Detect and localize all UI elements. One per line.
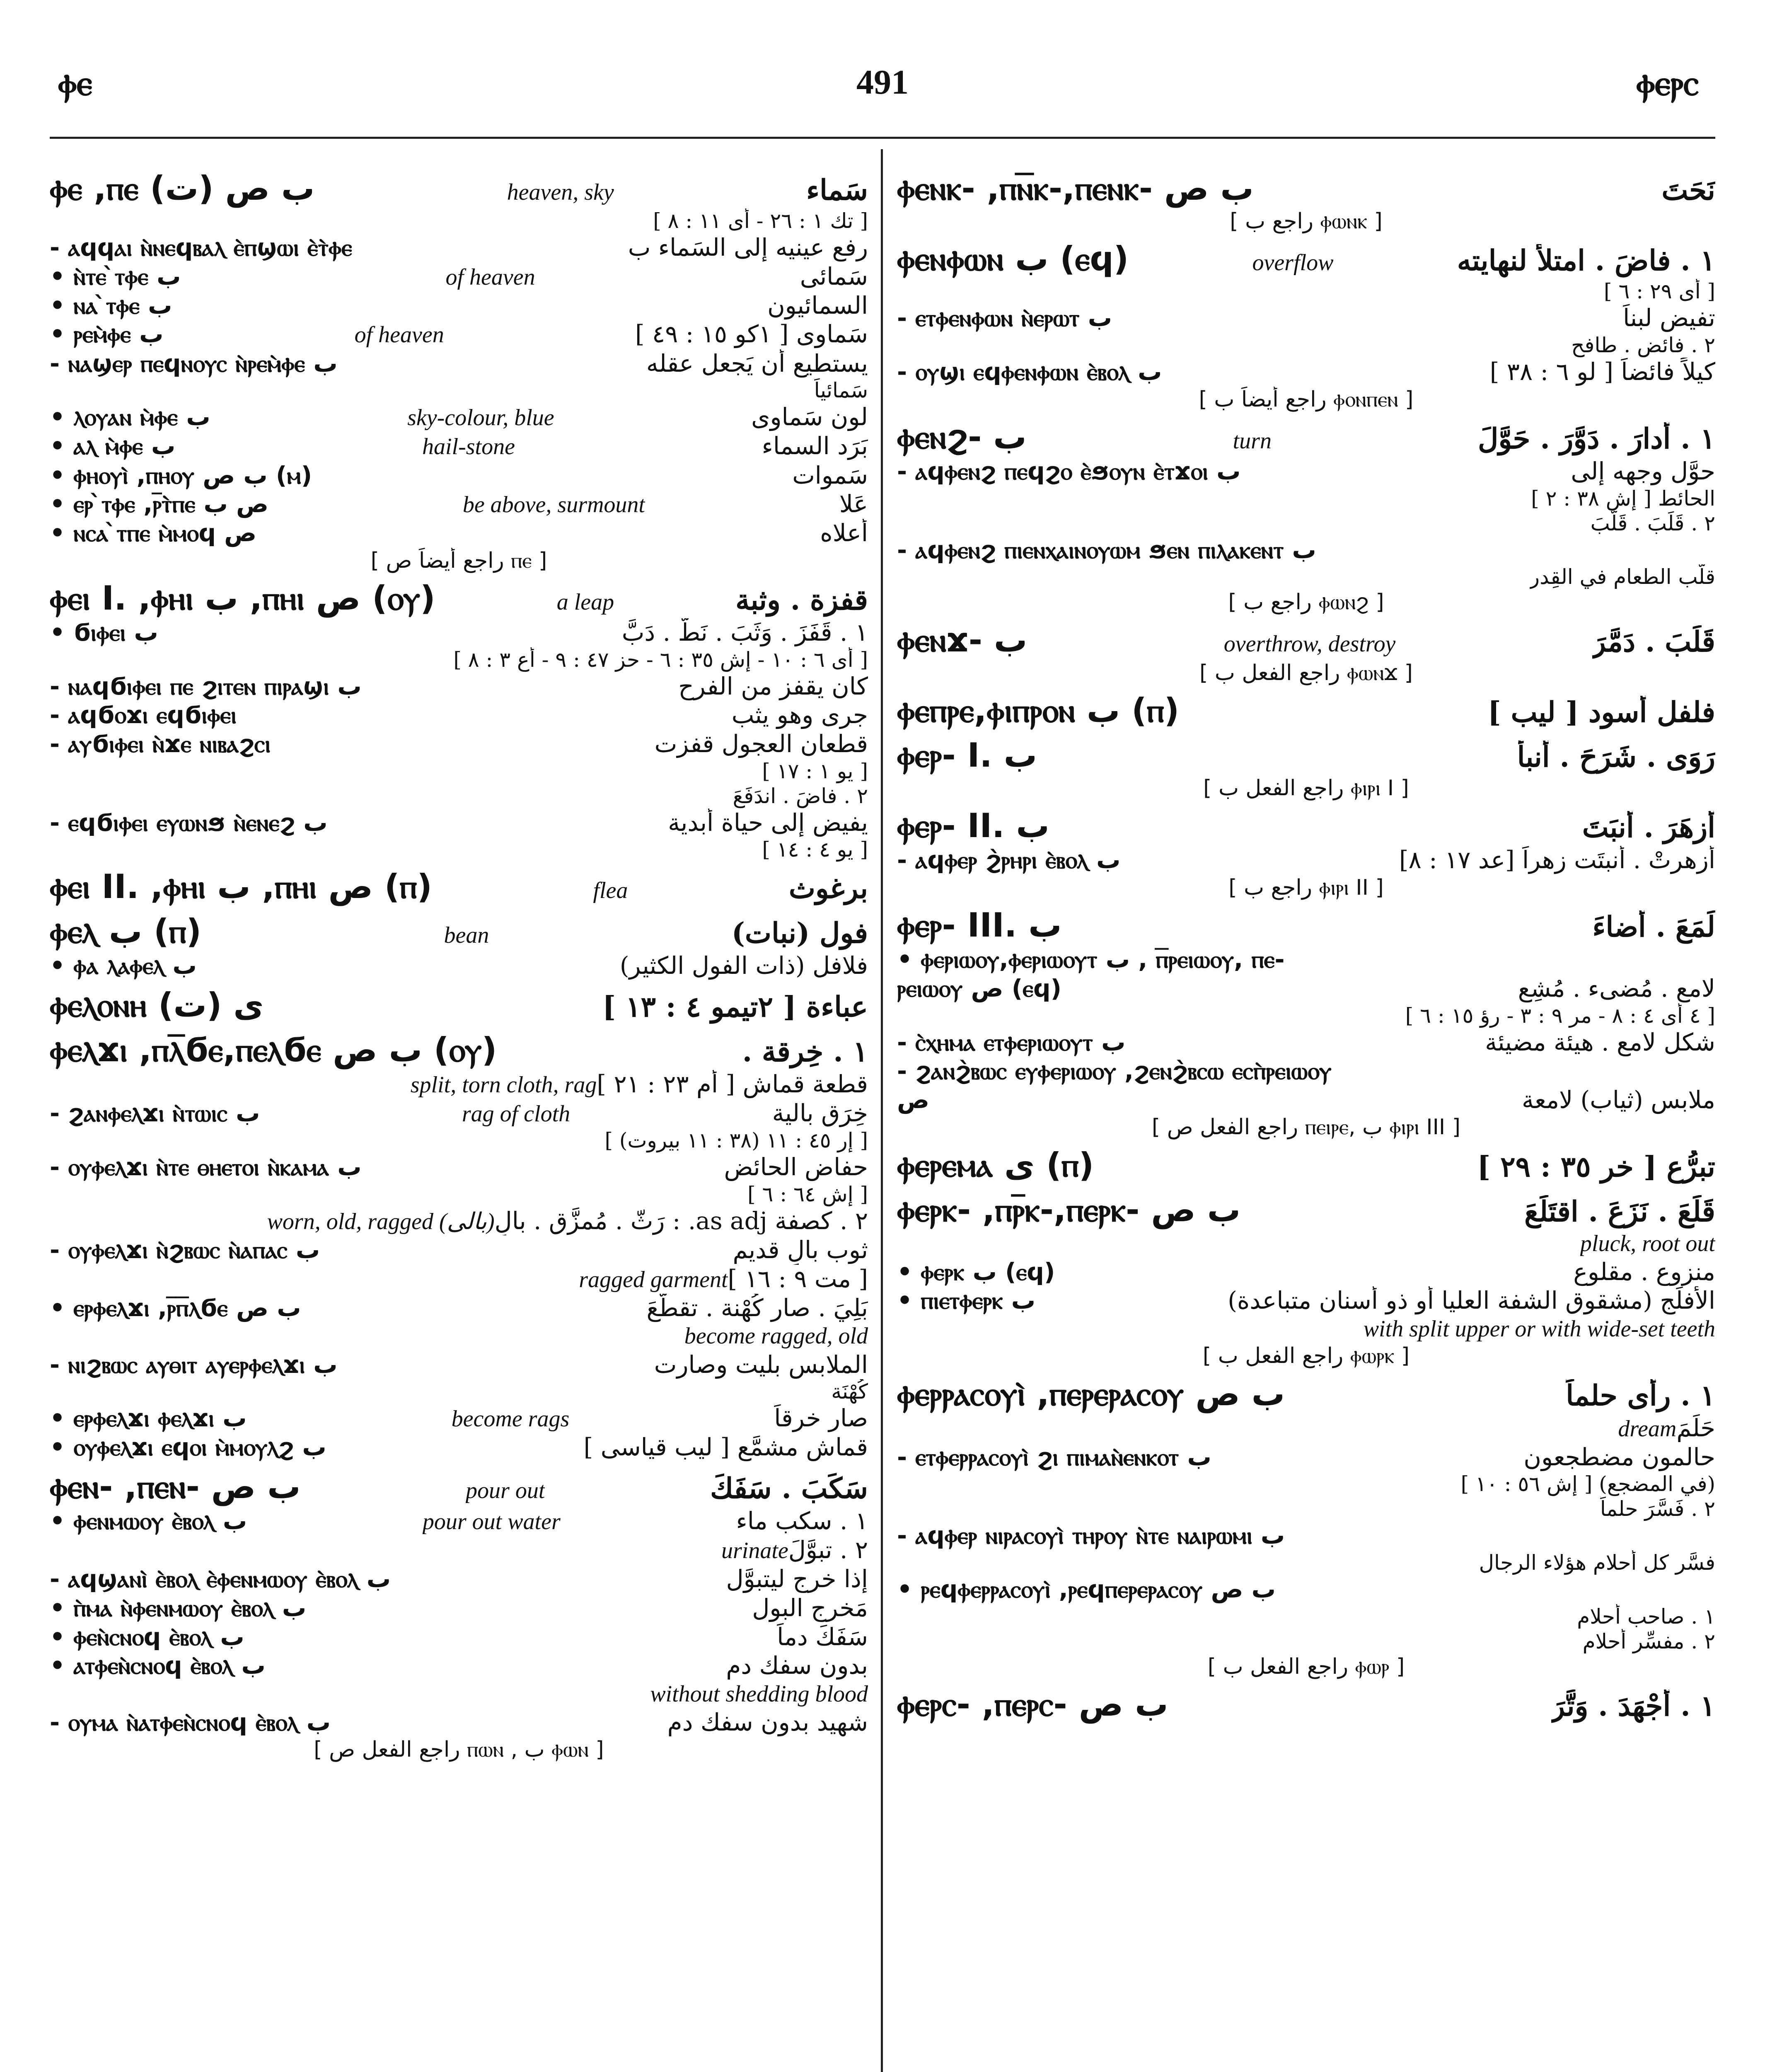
- entry-headword: [50, 169, 868, 208]
- arabic-gloss: سَماوى [ ١كو ١٥ : ٤٩ ]: [635, 320, 868, 349]
- arabic-gloss: [ أى ٢٩ : ٦ ]: [1604, 279, 1715, 304]
- entry-sub: [50, 1294, 868, 1323]
- arabic-gloss: قماش مشمَّع [ ليب قياسى ]: [583, 1433, 868, 1462]
- arabic-gloss: حوَّل وجهه إلى: [1571, 457, 1715, 485]
- coptic-text: • ⲟⲩⲫⲉⲗϫⲓ ⲉϥⲟⲓ ⲙ̀ⲙⲟⲩⲗϩ ب: [50, 1433, 326, 1462]
- coptic-text: - ϩⲁⲛϩ̀ⲃⲱⲥ ⲉⲩⲫⲉⲣⲓⲱⲟⲩ ,ϩⲉⲛϩ̀ⲃⲥⲱ ⲉⲥⲡ̀ⲣⲉⲓⲱⲟⲩ: [897, 1057, 1332, 1085]
- entry-headword: [897, 620, 1715, 660]
- entry-xref: [897, 1654, 1715, 1680]
- coptic-text: • ⲫⲏⲟⲩⲓ̀ ,ⲡⲏⲟⲩ ب ص (ⲙ): [50, 461, 312, 489]
- coptic-text: - ⲛⲁϣⲉⲣ ⲡⲉϥⲛⲟⲩⲥ ⲛ̀ⲣⲉⲙ̀ⲫⲉ ب: [50, 349, 338, 378]
- entry-sub: [50, 519, 868, 548]
- entry-sub: [897, 945, 1715, 974]
- entry-note: [897, 333, 1715, 358]
- english-gloss: rag of cloth: [462, 1101, 571, 1127]
- entry-gloss: [897, 1230, 1715, 1258]
- coptic-text: - ⲉⲧⲫⲉⲣⲣⲁⲥⲟⲩⲓ̀ ϩⲓ ⲡⲓⲙⲁⲛ̀ⲉⲛⲕⲟⲧ ب: [897, 1443, 1211, 1471]
- arabic-gloss: [ تك ١ : ٢٦ - أى ١١ : ٨ ]: [653, 209, 868, 233]
- coptic-text: • ϭⲓⲫⲉⲓ ب: [50, 618, 158, 647]
- arabic-gloss: أعلاه: [820, 519, 868, 547]
- coptic-text: ⲫⲉⲣⲕ- ,ⲡⲣ̅ⲕ-,ⲡⲉⲣⲕ- ب ص: [897, 1190, 1241, 1229]
- entry-sub: [50, 461, 868, 490]
- coptic-text: - ⲁϥⲫⲉⲣ ⲛⲓⲣⲁⲥⲟⲩⲓ̀ ⲧⲏⲣⲟⲩ ⲛ̀ⲧⲉ ⲛⲁⲓⲣⲱⲙⲓ ب: [897, 1521, 1285, 1550]
- english-gloss: heaven, sky: [507, 179, 614, 205]
- coptic-text: • ⲫⲉⲣⲕ ب (ⲉϥ): [897, 1257, 1055, 1286]
- entry-sub: [50, 618, 868, 647]
- entry-ref: [897, 486, 1715, 511]
- coptic-text: ⲫⲉⲣⲣⲁⲥⲟⲩⲓ̀ ,ⲡⲉⲣⲉⲣⲁⲥⲟⲩ ب ص: [897, 1374, 1285, 1413]
- entry-note: [897, 1496, 1715, 1521]
- arabic-gloss: [ يو ١ : ١٧ ]: [762, 759, 868, 783]
- arabic-gloss: شكل لامع . هيئة مضيئة: [1485, 1028, 1715, 1056]
- arabic-gloss: أزهرتْ . أنبتَت زهراً [عد ١٧ : ٨]: [1399, 846, 1715, 874]
- entry-sub: [897, 846, 1715, 875]
- arabic-gloss: قطعان العجول قفزت: [654, 730, 868, 758]
- coptic-text: ⲫⲉⲗⲟⲛⲏ ى (ت): [50, 985, 264, 1024]
- coptic-text: ⲫⲉⲛ- ,ⲡⲉⲛ- ب ص: [50, 1467, 301, 1506]
- coptic-text: ⲫⲉⲗ ب (ⲡ): [50, 912, 202, 951]
- coptic-text: - ⲥ̀ⲭⲏⲙⲁ ⲉⲧⲫⲉⲣⲓⲱⲟⲩⲧ ب: [897, 1028, 1126, 1056]
- arabic-gloss: برغوث: [788, 872, 868, 905]
- entry-sub: [50, 672, 868, 701]
- arabic-gloss: ٢ . كصفة as adj. : رَثّ . مُمزَّق . بالٍ: [494, 1206, 868, 1235]
- english-gloss: flea: [593, 878, 628, 904]
- arabic-gloss: ٢ . فَسَّرَ حلماً: [1600, 1497, 1715, 1521]
- arabic-gloss: عباءة [ ٢تيمو ٤ : ١٣ ]: [602, 990, 868, 1024]
- english-gloss: bean: [444, 922, 489, 949]
- entry-ref: [50, 1182, 868, 1207]
- arabic-gloss: فلفل أسود [ ليب ]: [1487, 695, 1715, 729]
- entry-ref: [50, 759, 868, 784]
- page-number: 491: [856, 63, 909, 102]
- coptic-text: ⲫⲉⲛϩ- ب: [897, 417, 1027, 456]
- coptic-text: ⲫⲉⲣⲥ- ,ⲡⲉⲣⲥ- ب ص: [897, 1685, 1168, 1723]
- arabic-gloss: ١ . رأى حلماً: [1566, 1379, 1715, 1412]
- english-gloss: pluck, root out: [1580, 1230, 1715, 1256]
- coptic-text: • ⲣⲉⲙ̀ⲫⲉ ب: [50, 320, 164, 349]
- entry-sub: [50, 1351, 868, 1380]
- entry-sub: [50, 1099, 868, 1128]
- entry-ref: [50, 208, 868, 233]
- coptic-text: ⲫⲉⲣ- III. ب: [897, 906, 1062, 945]
- coptic-text: • ⲛ̀ⲧⲉ ̀ⲧⲫⲉ ب: [50, 262, 181, 290]
- entry-gloss: [897, 1414, 1715, 1443]
- entry-sub: [50, 1153, 868, 1182]
- entry-headword: [897, 691, 1715, 731]
- entry-sub: [897, 457, 1715, 486]
- arabic-gloss: سَموات: [792, 461, 868, 489]
- arabic-gloss: حفاض الحائض: [724, 1153, 868, 1181]
- arabic-gloss: يستطيع أن يَجعل عقله: [646, 349, 868, 378]
- arabic-gloss: [ ٤ أى ٤ : ٨ - مر ٩ : ٣ - رؤ ١٥ : ٦ ]: [1405, 1003, 1715, 1028]
- coptic-text: [ راجع الفعل ص ⲡⲱⲛ , ب ⲫⲱⲛ ]: [314, 1737, 604, 1762]
- arabic-gloss: كيلاً فائضاً [ لو ٦ : ٣٨ ]: [1489, 357, 1715, 386]
- entry-sub: [50, 1594, 868, 1623]
- entry-headword: [50, 985, 868, 1025]
- arabic-gloss: رفع عينيه إلى السَماء ب: [628, 233, 868, 261]
- arabic-gloss: ١ . أدارَ . دَوَّرَ . حَوَّلَ: [1477, 422, 1715, 455]
- coptic-text: ⲫⲉⲡⲣⲉ,ⲫⲓⲡⲣⲟⲛ ب (ⲡ): [897, 691, 1180, 730]
- arabic-gloss: سَمائى: [800, 262, 868, 290]
- english-gloss: pour out water: [422, 1508, 561, 1535]
- entry-note: [897, 564, 1715, 589]
- entry-gloss: [50, 1070, 868, 1099]
- arabic-gloss: منزوع . مقلوع: [1573, 1257, 1715, 1286]
- entry-xref: [897, 775, 1715, 801]
- entry-sub: [50, 1565, 868, 1594]
- entry-headword: [50, 912, 868, 951]
- english-gloss: with split upper or with wide-set teeth: [1363, 1316, 1715, 1342]
- coptic-text: • ⲫⲉⲛⲙⲱⲟⲩ ⲉ̀ⲃⲟⲗ ب: [50, 1506, 247, 1535]
- column-divider: [881, 149, 883, 2072]
- english-gloss: pour out: [466, 1477, 545, 1503]
- arabic-gloss: ١ . صاحب أحلام: [1577, 1604, 1715, 1629]
- entry-sub: [50, 349, 868, 378]
- entry-headword: [50, 867, 868, 907]
- entry-note: [897, 511, 1715, 536]
- entry-xref: [897, 589, 1715, 615]
- coptic-text: • ⲡⲓⲉⲧⲫⲉⲣⲕ ب: [897, 1286, 1036, 1315]
- left-column: [50, 164, 868, 2072]
- entry-note: [50, 784, 868, 808]
- arabic-gloss: ١ . خِرقة .: [742, 1035, 868, 1068]
- english-gloss: worn, old, ragged (بالى): [267, 1208, 495, 1234]
- arabic-gloss: قلَّب الطعام في القِدر: [1529, 565, 1715, 589]
- arabic-gloss: ٢ . مفسِّر أحلام: [1582, 1629, 1715, 1653]
- entry-sub: [897, 536, 1715, 565]
- arabic-gloss: لامع . مُضىء . مُشِع: [1518, 974, 1715, 1002]
- coptic-text: ⲫⲉⲣ- II. ب: [897, 806, 1049, 845]
- entry-ref: [897, 1003, 1715, 1028]
- coptic-text: [ راجع ب ⲫⲓⲣⲓ II ]: [1228, 875, 1384, 900]
- entry-headword: [50, 579, 868, 618]
- coptic-text: ⲫⲉⲛⲫⲱⲛ ب (ⲉϥ): [897, 240, 1129, 278]
- arabic-gloss: [ إش ٦٤ : ٦ ]: [747, 1182, 868, 1206]
- arabic-gloss: نَحَتَ: [1661, 174, 1715, 207]
- entry-headword: [897, 1145, 1715, 1185]
- arabic-gloss: أزهَرَ . أنبَتَ: [1582, 811, 1715, 845]
- arabic-gloss: [ إر ٤٥ : ١١ (٣٨ : ١١ بيروت) ]: [604, 1128, 868, 1153]
- entry-sub: [50, 730, 868, 759]
- arabic-gloss: فسَّر كل أحلام هؤلاء الرجال: [1479, 1551, 1715, 1575]
- english-gloss: sky-colour, blue: [407, 405, 554, 431]
- arabic-gloss: ١ . قَفَزَ . وَثَبَ . نَطَّ . دَبَّ: [621, 618, 868, 647]
- coptic-text: ⲫⲉⲛϫ- ب: [897, 620, 1028, 659]
- arabic-gloss: الأفلَج (مشقوق الشفة العليا أو ذو أسنان متباعدة): [1228, 1286, 1715, 1315]
- entry-sub: [897, 1258, 1715, 1287]
- entry-headword: [897, 1374, 1715, 1414]
- english-gloss: overflow: [1252, 250, 1334, 276]
- coptic-text: [ راجع الفعل ب ⲫⲱⲣ ]: [1207, 1654, 1405, 1679]
- arabic-gloss: سَكَبَ . سَفَكَ: [710, 1472, 868, 1505]
- entry-xref: [897, 1343, 1715, 1369]
- coptic-text: [ راجع الفعل ب ⲫⲱⲛϫ ]: [1199, 660, 1413, 685]
- entry-sub: [897, 1057, 1715, 1086]
- coptic-text: [ راجع ب ⲫⲱⲛⲕ ]: [1230, 209, 1383, 234]
- entry-note: [897, 1604, 1715, 1629]
- coptic-text: ⲫⲉⲓ I. ,ⲫⲏⲓ ب ,ⲡⲏⲓ ص (ⲟⲩ): [50, 579, 435, 618]
- arabic-gloss: السمائيون: [767, 291, 868, 320]
- entry-xref: [897, 875, 1715, 900]
- entry-ref: [897, 1472, 1715, 1496]
- arabic-gloss: ٢ . فائض . طافح: [1571, 333, 1715, 357]
- coptic-text: ص: [897, 1085, 930, 1114]
- coptic-text: - ⲁϥϣⲁⲛⲓ̀ ⲉ̀ⲃⲟⲗ ⲉ̀ⲫⲉⲛⲙⲱⲟⲩ ⲉ̀ⲃⲟⲗ ب: [50, 1565, 391, 1593]
- coptic-text: - ⲁϥϭⲟϫⲓ ⲉϥϭⲓⲫⲉⲓ: [50, 701, 237, 729]
- entry-xref: [50, 548, 868, 574]
- coptic-text: - ⲉⲧⲫⲉⲛⲫⲱⲛ ⲛ̀ⲉⲣⲱⲧ ب: [897, 304, 1112, 332]
- english-gloss: ragged garment: [579, 1266, 728, 1293]
- arabic-gloss: حَلَمَ: [1676, 1414, 1715, 1442]
- coptic-text: • ⲫⲉⲣⲓⲱⲟⲩ,ⲫⲉⲣⲓⲱⲟⲩⲧ ب , ⲡ̅ⲣⲉⲓⲱⲟⲩ, ⲡⲉ-: [897, 945, 1285, 974]
- coptic-text: • ⲛⲥⲁ ̀ⲧⲡⲉ ⲙ̀ⲙⲟϥ ص: [50, 519, 257, 547]
- coptic-text: - ⲟⲩϣⲓ ⲉϥⲫⲉⲛⲫⲱⲛ ⲉ̀ⲃⲟⲗ ب: [897, 357, 1162, 386]
- arabic-gloss: ١ . فاضَ . امتلأ لنهايته: [1457, 244, 1715, 278]
- arabic-gloss: قَلَبَ . دَمَّرَ: [1592, 625, 1715, 658]
- coptic-text: - ⲛⲁϥϭⲓⲫⲉⲓ ⲡⲉ ϩⲓⲧⲉⲛ ⲡⲓⲣⲁϣⲓ ب: [50, 672, 362, 700]
- arabic-gloss: سَماء: [806, 174, 868, 207]
- english-gloss: be above, surmount: [462, 492, 645, 518]
- coptic-text: - ϩⲁⲛⲫⲉⲗϫⲓ ⲛ̀ⲧⲱⲓⲥ ب: [50, 1099, 260, 1128]
- entry-sub: [50, 233, 868, 262]
- english-gloss: become ragged, old: [684, 1323, 868, 1349]
- coptic-text: - ⲟⲩⲫⲉⲗϫⲓ ⲛ̀ⲧⲉ ⲑⲏⲉⲧⲟⲓ ⲛ̀ⲕⲁⲙⲁ ب: [50, 1153, 362, 1181]
- entry-headword: [897, 239, 1715, 279]
- arabic-gloss: عَلا: [839, 490, 868, 518]
- arabic-gloss: قطعة قماش [ أم ٢٣ : ٢١ ]: [597, 1070, 868, 1098]
- coptic-text: - ⲛⲓϩⲃⲱⲥ ⲁⲩⲑⲓⲧ ⲁⲩⲉⲣⲫⲉⲗϫⲓ ب: [50, 1350, 338, 1379]
- coptic-text: [ راجع أيضاً ب ⲫⲟⲛⲡⲉⲛ ]: [1199, 387, 1414, 412]
- coptic-text: - ⲉϥϭⲓⲫⲉⲓ ⲉⲩⲱⲛϧ ⲛ̀ⲉⲛⲉϩ ب: [50, 808, 328, 837]
- english-gloss: urinate: [721, 1538, 788, 1564]
- coptic-text: - ⲁⲩϭⲓⲫⲉⲓ ⲛ̀ϫⲉ ⲛⲓⲃⲁϩⲥⲓ: [50, 730, 271, 758]
- coptic-text: ⲫⲉⲛⲕ- ,ⲡⲛ̅ⲕ-,ⲡⲉⲛⲕ- ب ص: [897, 169, 1254, 208]
- entry-sub: [897, 304, 1715, 333]
- arabic-gloss: يفيض إلى حياة أبدية: [668, 808, 868, 837]
- entry-sub: [50, 701, 868, 730]
- arabic-gloss: [ يو ٤ : ١٤ ]: [762, 838, 868, 862]
- entry-sub: [897, 1086, 1715, 1115]
- arabic-gloss: إذا خرج ليتبوَّل: [726, 1565, 868, 1593]
- entry-sub: [897, 1286, 1715, 1315]
- entry-note: [897, 1550, 1715, 1575]
- entry-headword: [897, 905, 1715, 945]
- right-column: [897, 164, 1715, 2072]
- entry-sub: [50, 1708, 868, 1737]
- arabic-gloss: ٢ . فاضَ . اندَفَعَ: [733, 784, 868, 808]
- coptic-text: • ⲉⲣⲫⲉⲗϫⲓ ,ⲣ̅ⲡ̅ⲗϭⲉ ب ص: [50, 1293, 301, 1322]
- coptic-text: [ راجع الفعل ص ⲡⲉⲓⲣⲉ, ب ⲫⲓⲣⲓ III ]: [1151, 1115, 1461, 1140]
- arabic-gloss: (في المضجع) [ إش ٥٦ : ١٠ ]: [1460, 1472, 1715, 1496]
- entry-sub: [50, 951, 868, 980]
- coptic-text: - ⲟⲩⲙⲁ ⲛ̀ⲁⲧⲫⲉⲛ̀ⲥⲛⲟϥ ⲉ̀ⲃⲟⲗ ب: [50, 1708, 331, 1736]
- coptic-text: - ⲁϥⲫⲉⲛϩ ⲡⲓⲉⲛⲭⲁⲓⲛⲟⲩⲱⲙ ϧⲉⲛ ⲡⲓⲗⲁⲕⲉⲛⲧ ب: [897, 535, 1316, 564]
- english-gloss: hail-stone: [422, 434, 515, 460]
- arabic-gloss: شهيد بدون سفك دم: [667, 1708, 868, 1736]
- entry-sub: [50, 490, 868, 519]
- coptic-text: - ⲁϥⲫⲉⲣ ϩ̀ⲣⲏⲣⲓ ⲉ̀ⲃⲟⲗ ب: [897, 846, 1121, 874]
- entry-sub: [897, 1028, 1715, 1057]
- entry-sub: [50, 1236, 868, 1265]
- arabic-gloss: صار خرقاً: [774, 1404, 868, 1433]
- entry-gloss: [50, 1265, 868, 1294]
- entry-headword: [897, 417, 1715, 457]
- coptic-text: ⲫⲉ ,ⲡⲉ ب ص (ت): [50, 169, 315, 208]
- english-gloss: without shedding blood: [650, 1681, 868, 1707]
- english-gloss: become rags: [451, 1406, 570, 1432]
- entry-headword: [50, 1467, 868, 1507]
- arabic-gloss: جرى وهو يثب: [731, 701, 868, 729]
- entry-sub: [50, 262, 868, 291]
- entry-headword: [897, 1190, 1715, 1230]
- arabic-gloss: بدون سفك دم: [726, 1651, 868, 1680]
- entry-sub: [50, 403, 868, 432]
- coptic-text: ⲫⲉⲣ- I. ب: [897, 736, 1037, 775]
- coptic-text: • ⲡ̀ⲙⲁ ⲛ̀ⲫⲉⲛⲙⲱⲟⲩ ⲉ̀ⲃⲟⲗ ب: [50, 1593, 307, 1622]
- arabic-gloss: فول (نبات): [731, 917, 868, 950]
- entry-sub: [897, 974, 1715, 1003]
- entry-sub: [50, 432, 868, 461]
- arabic-gloss: ١ . سكب ماء: [736, 1506, 868, 1535]
- entry-ref: [897, 279, 1715, 304]
- arabic-gloss: تبرُّع [ خر ٣٥ : ٢٩ ]: [1477, 1150, 1715, 1184]
- entry-sub: [50, 1623, 868, 1652]
- arabic-gloss: تفيض لبناً: [1623, 304, 1715, 332]
- arabic-gloss: مَخرج البول: [752, 1593, 868, 1622]
- coptic-text: - ⲁϥⲫⲉⲛϩ ⲡⲉϥϩⲟ ⲉ̀ϧⲟⲩⲛ ⲉ̀ⲧϫⲟⲓ ب: [897, 457, 1241, 485]
- arabic-gloss: كُهْنَة: [831, 1380, 868, 1404]
- entry-note: [897, 1629, 1715, 1654]
- arabic-gloss: سَفَكَ دماً: [777, 1622, 868, 1651]
- running-head-left: ⲫⲉ: [58, 62, 92, 103]
- arabic-gloss: قَلَعَ . نَزَعَ . اقتَلَعَ: [1524, 1195, 1715, 1228]
- entry-sub: [50, 1507, 868, 1536]
- arabic-gloss: الحائط [ إش ٣٨ : ٢ ]: [1531, 486, 1715, 511]
- coptic-text: [ راجع الفعل ب ⲫⲱⲣⲕ ]: [1202, 1343, 1410, 1369]
- entry-sub: [897, 1521, 1715, 1550]
- entry-gloss: [50, 1207, 868, 1236]
- coptic-text: • ⲁⲧⲫⲉⲛ̀ⲥⲛⲟϥ ⲉ̀ⲃⲟⲗ ب: [50, 1651, 266, 1680]
- entry-xref: [50, 1737, 868, 1762]
- entry-headword: [897, 1685, 1715, 1724]
- entry-xref: [897, 208, 1715, 234]
- coptic-text: - ⲁϥϥⲁⲓ ⲛ̀ⲛⲉϥⲃⲁⲗ ⲉ̀ⲡϣⲱⲓ ⲉ̀ⲧ̀ⲫⲉ: [50, 233, 352, 261]
- coptic-text: • ⲉⲣ ̀ⲧⲫⲉ ,ⲣ̅ⲧ̀ⲡⲉ ص ب: [50, 490, 269, 518]
- entry-sub: [50, 291, 868, 320]
- arabic-gloss: فلافل (ذات الفول الكثير): [619, 951, 868, 980]
- entry-sub: [50, 1433, 868, 1462]
- entry-sub: [50, 320, 868, 349]
- entry-ref: [50, 1128, 868, 1153]
- english-gloss: split, torn cloth, rag: [410, 1072, 597, 1098]
- header-rule: [50, 137, 1715, 139]
- entry-gloss: [50, 1680, 868, 1708]
- arabic-gloss: ثوب بالٍ قديم: [733, 1236, 868, 1264]
- arabic-gloss: ملابس (ثياب) لامعة: [1521, 1085, 1715, 1114]
- entry-sub: [50, 1404, 868, 1433]
- entry-xref: [897, 1114, 1715, 1140]
- coptic-text: • ⲣⲉϥⲫⲉⲣⲣⲁⲥⲟⲩⲓ̀ ,ⲣⲉϥⲡⲉⲣⲉⲣⲁⲥⲟⲩ ب ص: [897, 1575, 1276, 1603]
- coptic-text: ⲣⲉⲓⲱⲟⲩ ص (ⲉϥ): [897, 974, 1062, 1002]
- entry-ref: [50, 647, 868, 672]
- entry-headword: [897, 806, 1715, 846]
- english-gloss: overthrow, destroy: [1223, 631, 1396, 657]
- arabic-gloss: ٢ . تبوَّلَ: [788, 1536, 868, 1564]
- english-gloss: of heaven: [354, 322, 444, 348]
- arabic-gloss: كان يقفز من الفرح: [678, 672, 868, 700]
- arabic-gloss: [ مت ٩ : ١٦ ]: [728, 1264, 868, 1293]
- english-gloss: dream: [1618, 1416, 1677, 1442]
- arabic-gloss: سَمائياً: [814, 378, 868, 403]
- entry-sub: [897, 1575, 1715, 1604]
- coptic-text: - ⲟⲩⲫⲉⲗϫⲓ ⲛ̀ϩⲃⲱⲥ ⲛ̀ⲁⲡⲁⲥ ب: [50, 1236, 320, 1264]
- arabic-gloss: لَمَعَ . أضاءَ: [1592, 910, 1715, 944]
- entry-xref: [897, 387, 1715, 412]
- coptic-text: • ⲁⲗ ⲙ̀ⲫⲉ ب: [50, 432, 176, 460]
- arabic-gloss: لون سَماوى: [751, 403, 868, 431]
- arabic-gloss: بَلِيَ . صار كُهْنة . تقطَّعَ: [646, 1293, 868, 1322]
- entry-sub: [897, 1443, 1715, 1472]
- entry-headword: [897, 169, 1715, 208]
- arabic-gloss: الملابس بليت وصارت: [654, 1350, 868, 1379]
- entry-headword: [897, 736, 1715, 775]
- english-gloss: a leap: [556, 589, 614, 615]
- arabic-gloss: ١ . أجْهَدَ . وَتَّرَ: [1551, 1689, 1715, 1723]
- entry-note: [50, 1379, 868, 1404]
- entry-gloss: [897, 1315, 1715, 1343]
- entry-xref: [897, 660, 1715, 686]
- arabic-gloss: ٢ . قَلَبَ . قَلَّبَ: [1590, 511, 1715, 535]
- english-gloss: of heaven: [445, 264, 535, 290]
- coptic-text: • ⲫⲉⲛ̀ⲥⲛⲟϥ ⲉ̀ⲃⲟⲗ ب: [50, 1622, 244, 1651]
- coptic-text: ⲫⲉⲓ II. ,ⲫⲏⲓ ب ,ⲡⲏⲓ ص (ⲡ): [50, 867, 432, 906]
- coptic-text: • ⲉⲣⲫⲉⲗϫⲓ ⲫⲉⲗϫⲓ ب: [50, 1404, 247, 1433]
- coptic-text: • ⲗⲟⲩⲁⲛ ⲙ̀ⲫⲉ ب: [50, 403, 210, 431]
- arabic-gloss: خِرَق بالية: [772, 1099, 868, 1128]
- coptic-text: ⲫⲉⲗϫⲓ ,ⲡⲗ̅ϭⲉ,ⲡⲉⲗϭⲉ ب ص (ⲟⲩ): [50, 1030, 497, 1069]
- entry-sub: [50, 808, 868, 838]
- coptic-text: [ راجع الفعل ب ⲫⲓⲣⲓ I ]: [1203, 775, 1409, 801]
- entry-headword: [50, 1030, 868, 1070]
- entry-gloss: [50, 1536, 868, 1565]
- entry-note: [50, 378, 868, 403]
- coptic-text: [ راجع ب ⲫⲱⲛϩ ]: [1228, 590, 1384, 615]
- running-head-right: ⲫⲉⲣⲥ: [1636, 62, 1699, 103]
- entry-sub: [897, 358, 1715, 387]
- coptic-text: ⲫⲉⲣⲉⲙⲁ ى (ⲡ): [897, 1145, 1094, 1184]
- coptic-text: • ⲫⲁ ⲗⲁⲫⲉⲗ ب: [50, 951, 197, 980]
- arabic-gloss: قفزة . وثبة: [735, 583, 868, 617]
- coptic-text: [ راجع أيضاً ص ⲡⲉ ]: [370, 548, 547, 573]
- coptic-text: • ⲛⲁ ̀ⲧⲫⲉ ب: [50, 291, 172, 320]
- arabic-gloss: رَوَى . شَرَحَ . أنبأ: [1517, 740, 1715, 774]
- arabic-gloss: حالمون مضطجعون: [1523, 1443, 1715, 1471]
- entry-sub: [50, 1651, 868, 1680]
- arabic-gloss: بَرَد السماء: [762, 432, 868, 460]
- entry-ref: [50, 837, 868, 862]
- entry-gloss: [50, 1322, 868, 1350]
- english-gloss: turn: [1233, 428, 1272, 454]
- arabic-gloss: [ أى ٦ : ١٠ - إش ٣٥ : ٦ - حز ٤٧ : ٩ - أع ٣ : ٨ ]: [453, 647, 868, 672]
